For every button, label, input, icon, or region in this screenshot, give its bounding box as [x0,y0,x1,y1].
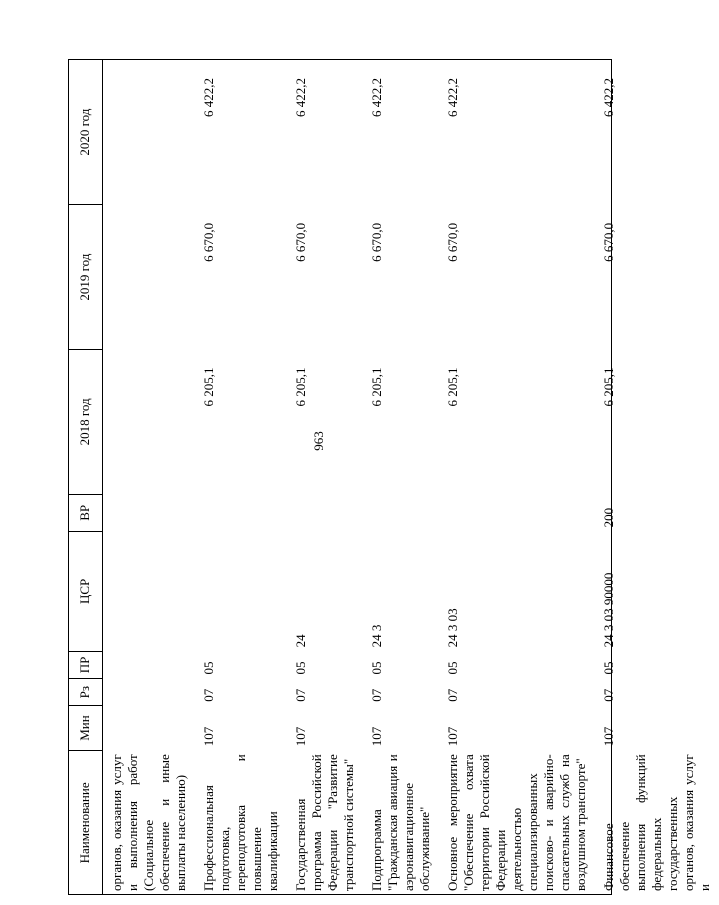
row-2018: 6 205,1 [293,367,308,407]
row-2018: 6 205,1 [445,367,460,407]
row-2020: 6 422,2 [601,78,616,117]
row-pr: 05 [445,661,460,675]
row-min: 107 [201,726,216,747]
row-2018: 6 205,1 [201,367,216,407]
row-vr: 200 [601,507,616,528]
col-csr-header: ЦСР [68,531,103,651]
row-pr: 05 [201,661,216,675]
row-vr [287,494,363,531]
row-2019: 6 670,0 [293,222,308,262]
row-rz [103,679,196,706]
table-row [439,60,595,895]
table-row [363,60,439,895]
row-vr [363,494,439,531]
row-csr [195,531,287,651]
row-2019 [103,205,196,350]
row-pr: 05 [369,661,384,675]
row-csr: 24 3 03 [445,608,460,648]
row-2019: 6 670,0 [369,222,384,262]
row-rz: 07 [201,688,216,702]
row-2018 [103,350,196,495]
row-rz: 07 [445,688,460,702]
row-rz: 07 [369,688,384,702]
row-min: 107 [445,726,460,747]
row-rz: 07 [601,688,616,702]
col-2018-header: 2018 год [68,350,103,495]
row-csr: 24 [293,634,308,648]
col-rz-header: Рз [68,679,103,706]
budget-table-sheet [68,60,712,895]
row-min: 107 [369,726,384,747]
row-rz: 07 [293,688,308,702]
row-2020: 6 422,2 [293,78,308,117]
row-name: Государственная программа Российской Федерации "Развитие транспортной системы" [293,754,356,891]
col-min-header: Мин [68,706,103,751]
col-pr-header: ПР [68,651,103,678]
row-name: Основное мероприятие "Обеспечение охвата территории Российской Федерации деятельностью специализированных поисково- и аварийно-спасательных служб на воздушном транспорте" [445,754,588,891]
table-row [195,60,287,895]
row-min [103,706,196,751]
row-2019: 6 670,0 [601,222,616,262]
col-name-header: Наименование [68,750,103,895]
row-pr [103,651,196,678]
table-row [595,60,719,895]
row-vr [103,494,196,531]
page-number: 963 [311,431,326,451]
row-2018: 6 205,1 [369,367,384,407]
table-row [287,60,363,895]
table-header-row [68,60,103,895]
row-vr [195,494,287,531]
row-csr [103,531,196,651]
row-min: 107 [293,726,308,747]
table-row [103,60,196,895]
col-2020-header: 2020 год [68,60,103,205]
row-2019: 6 670,0 [445,222,460,262]
row-2019: 6 670,0 [201,222,216,262]
row-name: Финансовое обеспечение выполнения функций федеральных государственных органов, оказания услуг и [601,754,712,891]
row-csr: 24 3 [369,624,384,648]
row-2020: 6 422,2 [201,78,216,117]
row-2020: 6 422,2 [445,78,460,117]
row-2020: 6 422,2 [369,78,384,117]
row-2018: 6 205,1 [601,367,616,407]
budget-table [68,60,719,895]
row-min: 107 [601,726,616,747]
row-vr [439,494,595,531]
row-name: органов, оказания услуг и выполнения работ (Социальное обеспечение и иные выплаты населению) [109,754,188,891]
row-csr: 24 3 03 90000 [601,572,616,648]
row-2020 [103,60,196,205]
row-pr: 05 [293,661,308,675]
row-name: Профессиональная подготовка, переподготовка и повышение квалификации [201,754,280,891]
row-pr: 05 [601,661,616,675]
row-name: Подпрограмма "Гражданская авиация и аэронавигационное обслуживание" [369,754,432,891]
col-vr-header: ВР [68,494,103,531]
col-2019-header: 2019 год [68,205,103,350]
